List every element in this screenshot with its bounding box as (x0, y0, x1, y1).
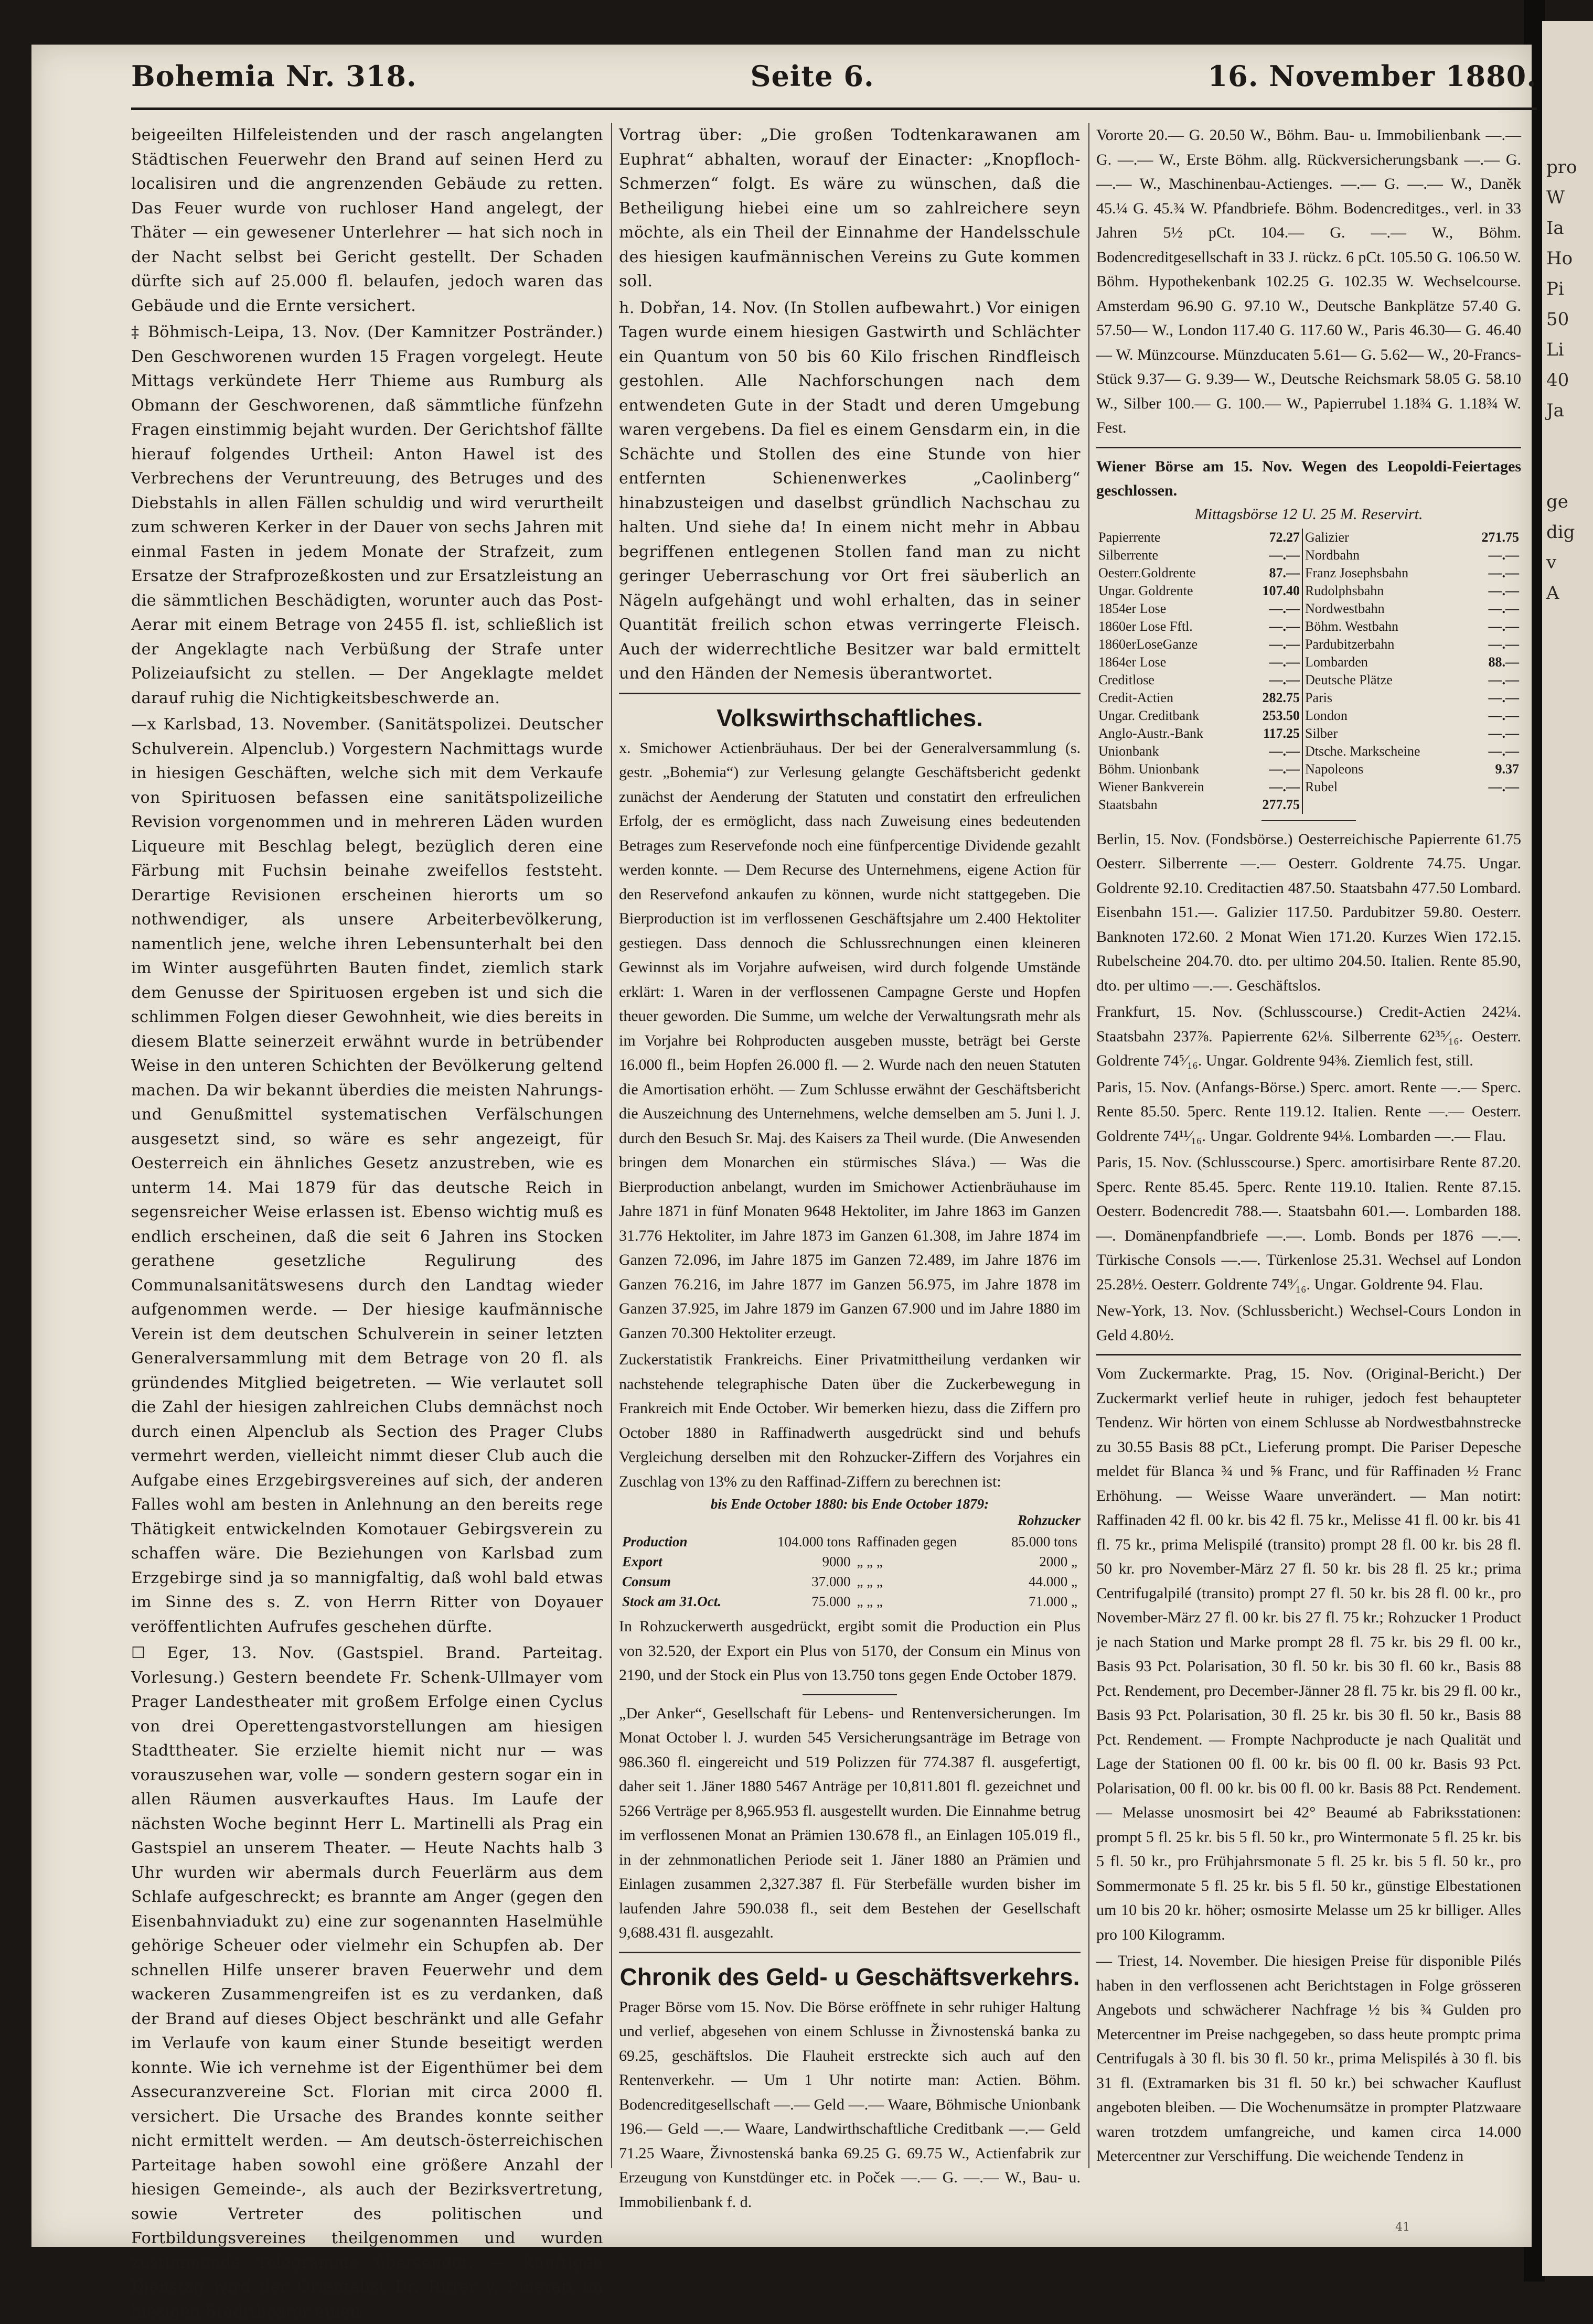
table-row: Consum 37.000 „ „ „ 44.000 „ (622, 1574, 1077, 1589)
strip-fragment: Ia (1546, 218, 1564, 239)
table-row: Ungar. Creditbank 253.50 London —.— (1096, 707, 1521, 725)
vienna-exchange-heading: Wiener Börse am 15. Nov. Wegen des Leopoldi-Feiertages geschlossen. (1096, 457, 1521, 499)
table-row: 1860erLoseGanze —.— Pardubitzerbahn —.— (1096, 636, 1521, 653)
masthead-rule (131, 107, 1537, 110)
sugar-table (619, 1532, 1081, 1611)
article-sugar-summary: In Rohzuckerwerth ausgedrückt, ergibt somit die Production ein Plus von 32.520, der Export ein Plus von 5170, der Consum ein Minus von 2190, und der Stock ein Plus von 13.750 tons gegen Ende October 1879. (619, 1618, 1081, 1684)
table-row: Silberrente —.— Nordbahn —.— (1096, 546, 1521, 564)
table-row: Böhm. Unionbank —.— Napoleons 9.37 (1096, 760, 1521, 778)
strip-fragment: 50 (1546, 309, 1569, 330)
section-rule (1096, 1354, 1521, 1355)
article-prague-exchange-cont: Vororte 20.— G. 20.50 W., Böhm. Bau- u. Immobilienbank —.— G. —.— W., Erste Böhm. allg. Rückversicherungsbank —.— G. —.— W., Maschinenbau-Actienges. —.— G. —.— W., Daněk 45.¼ G. 45.¾ W. Pfandbriefe. Böhm. Bodencreditges., verl. in 33 Jahren 5½ pCt. 104.— G. —.— W., Böhm. Bodencreditgesellschaft in 33 J. rückz. 6 pCt. 105.50 G. 106.50 W. Böhm. Hypothekenbank 102.25 G. 102.35 W. Wechselcourse. Amsterdam 96.90 G. 97.10 W., Deutsche Bankplätze 57.40 G. 57.50— W., London 117.40 G. 117.60 W., Paris 46.30— G. 46.40— W. Münzcourse. Münzducaten 5.61— G. 5.62— W., 20-Francs-Stück 9.37— G. 9.39— W., Deutsche Reichsmark 58.05 G. 58.10 W., Silber 100.— G. 100.— W., Papierrubel 1.18¾ G. 1.18¾ W. Fest. (1096, 126, 1521, 436)
strip-fragment: Pi (1546, 278, 1564, 299)
table-row: Ungar. Goldrente 107.40 Rudolphsbahn —.— (1096, 582, 1521, 600)
article-boehmisch-leipa: ‡ Böhmisch-Leipa, 13. Nov. (Der Kamnitzer Postränder.) Den Geschworenen wurden 15 Fragen vorgelegt. Heute Mittags verkündete Herr Thieme aus Rumburg als Obmann der Geschworenen, daß sämmtliche fünfzehn Fragen einstimmig bejaht wurden. Der Gerichtshof fällte hierauf folgendes Urtheil: Anton Hawel ist des Verbrechens der Veruntreuung, des Betruges und des Diebstahls in allen Fällen schuldig und wird verurtheilt zum schweren Kerker in der Dauer von sechs Jahren mit einmal Fasten in jedem Monate der Strafzeit, zum Ersatze der Strafprozeßkosten und zur Ersatzleistung an die sämmtlichen Beschädigten, worunter auch das Post-Aerar mit einem Betrage von 2455 fl. ist, schließlich ist der Angeklagte nach Verbüßung der Strafe unter Polizeiaufsicht zu stellen. — Der Angeklagte meldet darauf ruhig die Nichtigkeitsbeschwerde an. (131, 323, 603, 707)
strip-fragment: Ja (1546, 400, 1564, 421)
sugar-table-heading: bis Ende October 1880: bis Ende October 1879: (710, 1496, 989, 1512)
article-karlsbad: —x Karlsbad, 13. November. (Sanitätspolizei. Deutscher Schulverein. Alpenclub.) Vorgestern Nachmittags wurde in hiesigen Geschäften, welche sich mit dem Verkaufe von Spirituosen befassen eine sanitätspolizeiliche Revision vorgenommen und in mehreren Läden wurden Liqueure mit Beschlag belegt, bezüglich deren eine Färbung mit Fuchsin beinahe zweifellos feststeht. Derartige Revisionen erscheinen hierorts um so nothwendiger, als unsere Arbeiterbevölkerung, namentlich jene, welche ihren Lebensunterhalt bei den im Winter ausgeführten Bauten findet, ziemlich stark dem Genusse der Spirituosen ergeben ist und sich die schlimmen Folgen dieser Gewohnheit, wie dies bereits in diesem Blatte seinerzeit erwähnt wurde in betrübender Weise in den unteren Schichten der Bevölkerung geltend machen. Da wir bekannt überdies die meisten Nahrungs- und Genußmittel systematischen Verfälschungen ausgesetzt sind, so wäre es sehr angezeigt, für Oesterreich ein ähnliches Gesetz anzustreben, wie es unterm 14. Mai 1879 für das deutsche Reich in segensreicher Weise erlassen ist. Ebenso wichtig muß es endlich erscheinen, daß die seit 6 Jahren ins Stocken gerathene gesetzliche Regulirung des Communalsanitätswesens durch den Landtag wieder aufgenommen werde. — Der hiesige kaufmännische Verein ist dem deutschen Schulverein in seiner letzten Generalversammlung mit dem Betrage von 20 fl. als gründendes Mitglied beigetreten. — Wie verlautet soll die Zahl der hiesigen zahlreichen Clubs demnächst noch durch einen Alpenclub als Section des Prager Clubs vermehrt werden, vielleicht nimmt dieser Club auch die Aufgabe eines Erzgebirgsvereines auf sich, der anderen Falles wohl am besten in Anlehnung an den bereits rege Thätigkeit entwickelnden Komotauer Gebirgsverein zu schaffen wäre. Die Beziehungen von Karlsbad zum Erzgebirge sind ja so mannigfaltig, daß wohl bald etwas im Sinne des s. Z. von Herrn Ritter von Doyauer veröffentlichten Aufrufes geschehen dürfte. (131, 715, 603, 1636)
divider (803, 1694, 897, 1695)
article-sugar-statistics: Zuckerstatistik Frankreichs. Einer Privatmittheilung verdanken wir nachstehende telegraphische Daten über die Zuckerbewegung in Frankreich mit Ende October. Wir bemerken hiezu, dass die Ziffern pro October 1880 in Raffinadwerth ausgedrückt sind und behufs Vergleichung derselben mit den Rohzucker-Ziffern des Vorjahres ein Zuschlag von 13% zu den Raffinad-Ziffern zu berechnen ist: (619, 1351, 1081, 1490)
table-row: Wiener Bankverein —.— Rubel —.— (1096, 778, 1521, 796)
adjacent-page-strip (1542, 21, 1593, 2276)
table-row: Creditlose —.— Deutsche Plätze —.— (1096, 671, 1521, 689)
article-fire-end: beigeeilten Hilfeleistenden und der rasch angelangten Städtischen Feuerwehr den Brand auf seinen Herd zu localisiren und die angrenzenden Gebäude zu retten. Das Feuer wurde von ruchloser Hand angelegt, der Thäter — ein gewesener Unterlehrer — hat sich noch in der Nacht selbst bei Gericht gestellt. Der Schaden dürfte sich auf 25.000 fl. belaufen, jedoch waren das Gebäude und die Ernte versichert. (131, 126, 603, 315)
article-der-anker: „Der Anker“, Gesellschaft für Lebens- und Rentenversicherungen. Im Monat October l. J. wurden 545 Versicherungsanträge im Betrage von 986.360 fl. eingereicht und 519 Polizzen für 774.387 fl. ausgefertigt, daher seit 1. Jäner 1880 5467 Anträge per 10,811.801 fl. gezeichnet und 5266 Verträge per 8,965.953 fl. ausgestellt wurden. Die Einnahme betrug im verflossenen Monat an Prämien 130.678 fl., an Einlagen 105.019 fl., in der zehnmonatlichen Periode seit 1. Jäner 1880 an Prämien und Einlagen zusammen 2,327.387 fl. Für Sterbefälle wurden bisher im laufenden Jahre 590.038 fl., seit dem Bestehen der Gesellschaft 9,688.431 fl. ausgezahlt. (619, 1704, 1081, 1941)
article-paris-closing: Paris, 15. Nov. (Schlusscourse.) Sperc. amortisirbare Rente 87.20. Sperc. Rente 85.45. 5perc. Rente 119.10. Italien. Rente 87.15. Oesterr. Bodencredit 788.—. Staatsbahn 601.—. Lombarden 188.—. Domänenpfandbriefe —.—. Lomb. Bonds per 1876 —.—. Türkische Consols —.—. Türkenlose 25.31. Wechsel auf London 25.28½. Oesterr. Goldrente 74⁹⁄₁₆. Ungar. Goldrente 94. Flau. (1096, 1154, 1521, 1293)
article-new-york: New-York, 13. Nov. (Schlussbericht.) Wechsel-Cours London in Geld 4.80½. (1096, 1302, 1521, 1344)
column-3 (1096, 123, 1521, 2179)
section-rule (619, 693, 1081, 694)
article-smichow-brewery: x. Smichower Actienbräuhaus. Der bei der Generalversammlung (s. gestr. „Bohemia“) zur Verlesung gelangte Geschäftsbericht gedenkt zunächst der Aenderung der Statuten und constatirt den erfreulichen Erfolg, der es ermöglicht, dass nach Zuweisung eines bedeutenden Betrages zum Reservefonde noch eine fünfpercentige Dividende gezahlt werden konnte. — Dem Recurse des Unternehmens, eigene Action für den Reservefond ankaufen zu können, wurde nicht stattgegeben. Die Bierproduction ist im verflossenen Geschäftsjahre um 2.400 Hektoliter gestiegen. Dass dennoch die Schlussrechnungen einen kleineren Gewinnst als im Vorjahre aufweisen, wird durch folgende Umstände erklärt: 1. Waren in der verflossenen Campagne Gerste und Hopfen theuer geworden. Die Summe, um welche der Verwaltungsrath mehr als im Vorjahre bei Rohproducten ausgeben musste, beträgt bei Gerste 16.000 fl., beim Hopfen 26.000 fl. — 2. Wurde nach den neuen Statuten die Amortisation erhöht. — Zum Schlusse erwähnt der Geschäftsbericht die Auszeichnung des Unternehmens, welche demselben am 5. Juni l. J. durch den Besuch Sr. Maj. des Kaisers za Theil wurde. (Die Anwesenden bringen dem Monarchen ein stürmisches Sláva.) — Was die Bierproduction anbelangt, wurden im Smichower Actienbräuhause im Jahre 1871 in fünf Monaten 9648 Hektoliter, im Jahre 1863 im Ganzen 31.776 Hektoliter, im Jahre 1873 im Ganzen 61.308, im Jahre 1874 im Ganzen 72.096, im Jahre 1875 im Ganzen 72.489, im Jahre 1876 im Ganzen 76.216, im Jahre 1877 im Ganzen 56.975, im Jahre 1878 im Ganzen 37.925, im Jahre 1879 im Ganzen 67.900 und im Jahre 1880 im Ganzen 70.300 Hektoliter erzeugt. (619, 739, 1081, 1342)
strip-fragment: Ho (1546, 248, 1573, 269)
page-marker: 41 (1395, 2221, 1410, 2234)
article-eger-cont: Vortrag über: „Die großen Todtenkarawanen am Euphrat“ abhalten, worauf der Einacter: „Knopfloch-Schmerzen“ folgt. Es wäre zu wünschen, daß die Betheiligung hiebei eine um so zahlreichere seyn möchte, als ein Theil der Einnahme der Handelsschule des hiesigen kaufmännischen Vereins zu Gute kommen soll. (619, 126, 1081, 290)
table-row: Production 104.000 tons Raffinaden gegen 85.000 tons (622, 1534, 1077, 1550)
masthead-page: Seite 6. (750, 59, 874, 93)
table-row: Papierrente 72.27 Galizier 271.75 (1096, 529, 1521, 546)
strip-fragment: pro (1546, 157, 1577, 178)
column-rule-2 (1088, 123, 1089, 2168)
table-row: Anglo-Austr.-Bank 117.25 Silber —.— (1096, 725, 1521, 743)
table-row: Credit-Actien 282.75 Paris —.— (1096, 689, 1521, 707)
sugar-table-subheading: Rohzucker (1017, 1512, 1081, 1528)
strip-fragment: ge (1546, 491, 1568, 512)
masthead-date: 16. November 1880. (1207, 59, 1537, 93)
table-row: 1864er Lose —.— Lombarden 88.— (1096, 653, 1521, 671)
column-1 (131, 123, 603, 2321)
article-trieste: — Triest, 14. November. Die hiesigen Preise für disponible Pilés haben in den verflossenen acht Berichtstagen in Folge grösseren Angebots und schwächerer Nachfrage ½ bis ¾ Gulden pro Metercentner im Preise nachgegeben, so dass heute promptc prima Centrifugals à 30 fl. bis 30 fl. 50 kr., prima Melispilés à 30 fl. bis 31 fl. (Extramarken bis 31 fl. 50 kr.) bei schwacher Kauflust angeboten bleiben. — Die Wochenumsätze in prompter Platzwaare waren trotzdem umfangreiche, und kamen circa 14.000 Metercentner zur Verschiffung. Die weichende Tendenz in (1096, 1952, 1521, 2165)
strip-fragment: Li (1546, 339, 1564, 360)
section-heading-chronicle: Chronik des Geld- u Geschäftsverkehrs. (619, 1963, 1080, 1991)
divider (1261, 820, 1356, 821)
article-dobran: h. Dobřan, 14. Nov. (In Stollen aufbewahrt.) Vor einigen Tagen wurde einem hiesigen Gastwirth und Schlächter ein Quantum von 50 bis 60 Kilo frischen Rindfleisch gestohlen. Alle Nachforschungen nach dem entwendeten Gute in der Stadt und deren Umgebung waren vergebens. Da fiel es einem Gensdarm ein, in die Schächte und Stollen des eine Stunde von hier entfernten Schienenwerkes „Caolinberg“ hinabzusteigen und daselbst gründlich Nachschau zu halten. Und siehe da! In einem nicht mehr in Abbau begriffenen entlegenen Stollen fand man zu nicht geringer Ueberraschung vor Ort frei säuberlich an Nägeln aufgehängt und wohl erhalten, das in seiner Quantität freilich schon etwas verringerte Fleisch. Auch der widerrechtliche Besitzer war bald ermittelt und den Händen der Nemesis überantwortet. (619, 298, 1081, 683)
strip-fragment: v (1546, 552, 1557, 573)
strip-fragment: dig (1546, 522, 1575, 543)
strip-fragment (1546, 456, 1593, 487)
section-rule (1096, 447, 1521, 448)
masthead-title: Bohemia Nr. 318. (131, 59, 417, 93)
strip-fragment: 40 (1546, 370, 1569, 391)
column-rule-1 (611, 123, 612, 2168)
article-frankfurt: Frankfurt, 15. Nov. (Schlusscourse.) Credit-Actien 242¼. Staatsbahn 237⅞. Papierrente 62⅛. Silberrente 62³⁵⁄₁₆. Oesterr. Goldrente 74⁵⁄₁₆. Ungar. Goldrente 94⅜. Ziemlich fest, still. (1096, 1003, 1521, 1069)
table-row: 1860er Lose Fftl. —.— Böhm. Westbahn —.— (1096, 618, 1521, 636)
article-eger: ☐ Eger, 13. Nov. (Gastspiel. Brand. Parteitag. Vorlesung.) Gestern beendete Fr. Schenk-Ullmayer vom Prager Landestheater mit großem Erfolge einen Cyclus von drei Operettengastvorstellungen am hiesigen Stadttheater. Sie erzielte hiemit nicht nur — was vorauszusehen war, volle — sondern gestern sogar ein in allen Räumen ausverkauftes Haus. Im Laufe der nächsten Woche beginnt Herr L. Martinelli als Prag ein Gastspiel an unserem Theater. — Heute Nachts halb 3 Uhr wurden wir abermals durch Feuerlärm aus dem Schlafe aufgeschreckt; es brannte am Anger (gegen den Eisenbahnviadukt zu) eine zur sogenannten Haselmühle gehörige Scheuer oder vielmehr ein Schupfen ab. Der schnellen Hilfe unserer braven Feuerwehr und dem wackeren Zusammengreifen ist es zu verdanken, daß der Brand auf dieses Object beschränkt und alle Gefahr im Verlaufe von kaum einer Stunde beseitigt werden konnte. Wie ich vernehme ist der Eigenthümer bei dem Assecuranzvereine Sct. Florian mit circa 2000 fl. versichert. Die Ursache des Brandes konnte seither nicht ermittelt werden. — Am deutsch-österreichischen Parteitage haben sowohl eine größere Anzahl der hiesigen Gemeinde-, als auch der Bezirksvertretung, sowie Vertreter des politischen und Fortbildungsvereines theilgenommen und wurden zustimmende Telegramme übersendet. — Künftigen Dienstag wird der Orientalist Dr. Ritter v. Pinerati im hiesigen Stadttheater einen (131, 1644, 603, 2321)
vienna-exchange-table (1096, 529, 1521, 814)
strip-fragment: W (1546, 187, 1565, 208)
section-heading-economics: Volkswirthschaftliches. (717, 704, 983, 731)
table-row: Export 9000 „ „ „ 2000 „ (622, 1554, 1077, 1569)
vienna-exchange-caption: Mittagsbörse 12 U. 25 M. Reservirt. (1194, 505, 1423, 523)
table-row: Unionbank —.— Dtsche. Markscheine —.— (1096, 743, 1521, 760)
article-sugar-market: Vom Zuckermarkte. Prag, 15. Nov. (Original-Bericht.) Der Zuckermarkt verlief heute in ruhiger, jedoch fest behaupteter Tendenz. Wir hörten von einem Schlusse ab Nordwestbahnstrecke zu 30.55 Basis 88 pCt., Lieferung prompt. Die Pariser Depesche meldet für Blanca ¾ und ⅝ Franc, und für Raffinaden ½ Franc Erhöhung. — Weisse Waare unverändert. — Man notirt: Raffinaden 42 fl. 00 kr. bis 42 fl. 75 kr., Melisse 41 fl. 00 kr. bis 41 fl. 75 kr., prima Melispilé (transito) prompt 28 fl. 00 kr. bis 28 fl. 50 kr. pro November-März 27 fl. 50 kr. bis 28 fl. 25 kr.; prima Centrifugalpilé (transito) prompt 27 fl. 50 kr. bis 28 fl. 00 kr., pro November-März 27 fl. 00 kr. bis 27 fl. 75 kr.; Rohzucker 1 Product je nach Station und Marke prompt 28 fl. 75 kr. bis 29 fl. 00 kr., Basis 93 Pct. Polarisation, 30 fl. 50 kr. bis 30 fl. 60 kr., Basis 88 Pct. Rendement, pro December-Jänner 28 fl. 75 kr. bis 29 fl. 00 kr., Basis 93 Pct. Polarisation, 30 fl. 25 kr. bis 30 fl. 50 kr., Basis 88 Pct. Rendement. — Frompte Nachproducte je nach Qualität und Lage der Stationen 00 fl. 00 kr. bis 00 fl. 00 kr. Basis 93 Pct. Polarisation, 00 fl. 00 kr. bis 00 fl. 00 kr. Basis 88 Pct. Rendement. — Melasse unosmosirt bei 42° Beaumé ab Fabriksstationen: prompt 5 fl. 25 kr. bis 5 fl. 50 kr., pro Wintermonate 5 fl. 25 kr. bis 5 fl. 50 kr., pro Frühjahrsmonate 5 fl. 25 kr. bis 5 fl. 50 kr., pro Sommermonate 5 fl. 25 kr. bis 5 fl. 50 kr., günstige Elbestationen um 10 bis 20 kr. höher; osmosirte Melasse um 25 kr billiger. Alles pro 100 Kilogramm. (1096, 1365, 1521, 1943)
article-prague-exchange: Prager Börse vom 15. Nov. Die Börse eröffnete in sehr ruhiger Haltung und verlief, abgesehen von einem Schlusse in Živnostenská banka zu 69.25, geschäftslos. Die Flauheit erstreckte sich auch auf den Rentenverkehr. — Um 1 Uhr notirte man: Actien. Böhm. Bodencreditgesellschaft —.— Geld —.— Waare, Böhmische Unionbank 196.— Geld —.— Waare, Landwirthschaftliche Creditbank —.— Geld 71.25 Waare, Živnostenská banka 69.25 G. 69.75 W., Actienfabrik zur Erzeugung von Kunstdünger etc. in Poček —.— G. —.— W., Bau- u. Immobilienbank f. d. (619, 1998, 1081, 2211)
column-2 (619, 123, 1081, 2211)
masthead (131, 52, 1537, 100)
newspaper-page (31, 45, 1537, 2321)
strip-fragment (1546, 426, 1593, 456)
strip-fragment: A (1546, 583, 1559, 604)
table-row: Oesterr.Goldrente 87.— Franz Josephsbahn —.— (1096, 564, 1521, 582)
table-row: Staatsbahn 277.75 (1096, 796, 1521, 814)
table-row: Stock am 31.Oct. 75.000 „ „ „ 71.000 „ (622, 1594, 1077, 1609)
article-paris-opening: Paris, 15. Nov. (Anfangs-Börse.) Sperc. amort. Rente —.— Sperc. Rente 85.50. 5perc. Rente 119.12. Italien. Rente —.— Oesterr. Goldrente 74¹¹⁄₁₆. Ungar. Goldrente 94⅛. Lombarden —.— Flau. (1096, 1078, 1521, 1145)
table-row: 1854er Lose —.— Nordwestbahn —.— (1096, 600, 1521, 618)
article-berlin: Berlin, 15. Nov. (Fondsbörse.) Oesterreichische Papierrente 61.75 Oesterr. Silberrente —.— Oesterr. Goldrente 74.75. Ungar. Goldrente 92.10. Creditactien 487.50. Staatsbahn 477.50 Lombard. Eisenbahn 151.—. Galizier 117.50. Pardubitzer 59.80. Oesterr. Banknoten 172.60. 2 Monat Wien 171.20. Kurzes Wien 172.15. Rubelscheine 204.70. dto. per ultimo 204.50. Italien. Rente 85.90, dto. per ultimo —.—. Geschäftslos. (1096, 830, 1521, 994)
section-rule (619, 1952, 1081, 1953)
